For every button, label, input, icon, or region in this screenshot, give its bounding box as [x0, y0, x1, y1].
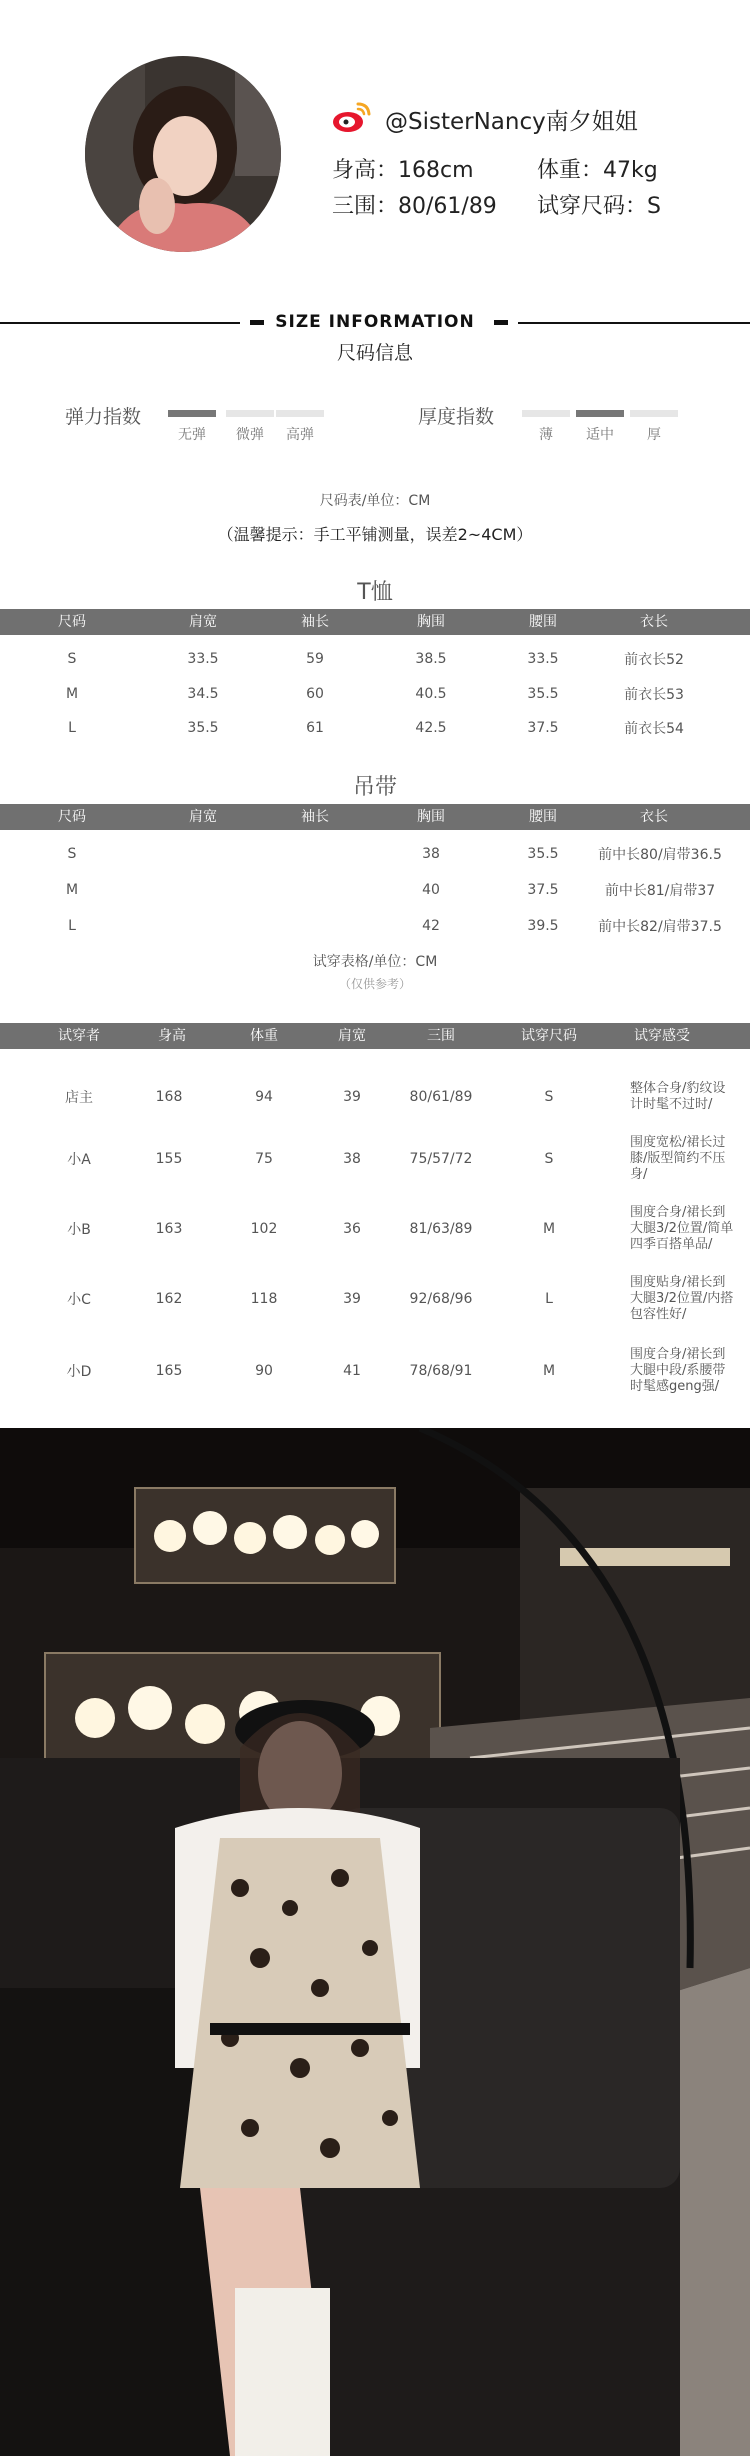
table-cell: 37.5	[527, 882, 559, 898]
table-cell: 前中长82/肩带37.5	[598, 919, 722, 935]
tshirt-table-header	[0, 609, 750, 635]
table-cell: 小B	[67, 1222, 91, 1238]
column-header: 衣长	[640, 614, 668, 630]
table-cell: 围度合身/裙长到大腿中段/系腰带时髦感geng强/	[630, 1347, 726, 1394]
table-cell: S	[544, 1151, 554, 1167]
table-cell: S	[67, 846, 77, 862]
tryon-table-header	[0, 1023, 750, 1049]
table-cell: L	[545, 1291, 553, 1307]
table-cell: 38	[343, 1151, 361, 1167]
table-cell: 94	[255, 1089, 273, 1105]
table-cell: 33.5	[527, 651, 559, 667]
elasticity-seg-1	[168, 410, 216, 417]
column-header: 三围	[427, 1028, 455, 1044]
table-cell: 80/61/89	[409, 1089, 473, 1105]
table-cell: 42.5	[415, 720, 447, 736]
column-header: 试穿尺码	[521, 1028, 577, 1044]
table-cell: 59	[306, 651, 324, 667]
tryon-table-body	[0, 1049, 750, 1419]
table-cell: 35.5	[527, 846, 559, 862]
elasticity-option: 微弹	[236, 427, 264, 443]
column-header: 体重	[250, 1028, 278, 1044]
table-cell: 整体合身/豹纹设计时髦不过时/	[630, 1081, 726, 1112]
table-cell: 围度宽松/裙长过膝/版型简约不压身/	[630, 1135, 726, 1182]
strap-title: 吊带	[352, 775, 397, 800]
table-cell: 39.5	[527, 918, 559, 934]
column-header: 尺码	[58, 809, 86, 825]
table-cell: S	[67, 651, 77, 667]
column-header: 胸围	[417, 614, 445, 630]
tryon-reference-note: （仅供参考）	[338, 977, 411, 991]
table-cell: M	[65, 686, 79, 702]
table-cell: 37.5	[527, 720, 559, 736]
table-cell: 小D	[66, 1364, 92, 1380]
table-cell: 38.5	[415, 651, 447, 667]
table-cell: 162	[155, 1291, 183, 1307]
table-cell: 75/57/72	[409, 1151, 473, 1167]
table-cell: 118	[250, 1291, 278, 1307]
measurements-stat: 三围：80/61/89	[332, 194, 497, 219]
table-cell: 前衣长52	[624, 652, 684, 668]
column-header: 袖长	[301, 809, 329, 825]
table-cell: 92/68/96	[409, 1291, 473, 1307]
table-cell: L	[68, 720, 76, 736]
column-header: 腰围	[529, 809, 557, 825]
table-cell: 33.5	[187, 651, 219, 667]
elasticity-option: 高弹	[286, 427, 314, 443]
thickness-label: 厚度指数	[418, 406, 495, 428]
thickness-option: 厚	[647, 427, 661, 443]
table-cell: 前中长80/肩带36.5	[598, 847, 722, 863]
column-header: 尺码	[58, 614, 86, 630]
column-header: 衣长	[640, 809, 668, 825]
thickness-seg-2	[576, 410, 624, 417]
table-cell: M	[65, 882, 79, 898]
table-cell: 36	[343, 1221, 361, 1237]
thickness-seg-1	[522, 410, 570, 417]
size-info-title: SIZE INFORMATION	[275, 312, 475, 332]
table-cell: 小A	[67, 1152, 91, 1168]
table-cell: 35.5	[527, 686, 559, 702]
tryon-unit-note: 试穿表格/单位：CM	[312, 954, 438, 970]
table-cell: 小C	[67, 1292, 91, 1308]
table-cell: 39	[343, 1089, 361, 1105]
table-cell: 34.5	[187, 686, 219, 702]
table-cell: 前衣长53	[624, 687, 684, 703]
table-cell: 81/63/89	[409, 1221, 473, 1237]
thickness-option: 适中	[586, 427, 614, 443]
weight-stat: 体重：47kg	[537, 158, 658, 183]
table-cell: 41	[343, 1363, 361, 1379]
table-cell: 78/68/91	[409, 1363, 473, 1379]
weibo-icon	[332, 100, 372, 134]
column-header: 试穿者	[58, 1028, 100, 1044]
unit-note: 尺码表/单位：CM	[319, 493, 431, 509]
table-cell: 42	[422, 918, 440, 934]
table-cell: 40.5	[415, 686, 447, 702]
table-cell: S	[544, 1089, 554, 1105]
table-cell: 围度贴身/裙长到大腿3/2位置/内搭包容性好/	[630, 1275, 734, 1322]
column-header: 肩宽	[189, 809, 217, 825]
table-cell: 店主	[65, 1090, 93, 1106]
table-cell: 155	[155, 1151, 183, 1167]
tshirt-table-body	[0, 635, 750, 745]
measure-tip: （温馨提示：手工平铺测量，误差2~4CM）	[217, 525, 533, 544]
table-cell: 38	[422, 846, 440, 862]
table-cell: 前衣长54	[624, 721, 684, 737]
table-cell: L	[68, 918, 76, 934]
table-cell: 39	[343, 1291, 361, 1307]
elasticity-option: 无弹	[178, 427, 206, 443]
strap-table-body	[0, 830, 750, 940]
table-cell: 90	[255, 1363, 273, 1379]
table-cell: 围度合身/裙长到大腿3/2位置/简单四季百搭单品/	[630, 1205, 734, 1252]
try-size-stat: 试穿尺码：S	[537, 194, 661, 219]
table-cell: 168	[155, 1089, 183, 1105]
table-cell: 61	[306, 720, 324, 736]
elasticity-seg-2	[226, 410, 274, 417]
table-cell: 60	[306, 686, 324, 702]
thickness-option: 薄	[539, 427, 553, 443]
avatar	[85, 56, 281, 252]
strap-table-header	[0, 804, 750, 830]
elasticity-seg-3	[276, 410, 324, 417]
table-cell: M	[542, 1221, 556, 1237]
table-cell: 前中长81/肩带37	[604, 883, 716, 899]
column-header: 腰围	[529, 614, 557, 630]
table-cell: 40	[422, 882, 440, 898]
table-cell: 165	[155, 1363, 183, 1379]
table-cell: 75	[255, 1151, 273, 1167]
height-stat: 身高：168cm	[332, 158, 474, 183]
table-cell: M	[542, 1363, 556, 1379]
column-header: 肩宽	[338, 1028, 366, 1044]
column-header: 肩宽	[189, 614, 217, 630]
column-header: 试穿感受	[634, 1028, 690, 1044]
table-cell: 102	[250, 1221, 278, 1237]
size-info-subtitle: 尺码信息	[336, 342, 413, 364]
table-cell: 163	[155, 1221, 183, 1237]
weibo-handle: @SisterNancy南夕姐姐	[385, 109, 638, 135]
tshirt-title: T恤	[357, 580, 393, 605]
column-header: 袖长	[301, 614, 329, 630]
table-cell: 35.5	[187, 720, 219, 736]
thickness-seg-3	[630, 410, 678, 417]
column-header: 身高	[158, 1028, 186, 1044]
product-photo	[0, 1428, 750, 2456]
elasticity-label: 弹力指数	[65, 406, 142, 428]
column-header: 胸围	[417, 809, 445, 825]
